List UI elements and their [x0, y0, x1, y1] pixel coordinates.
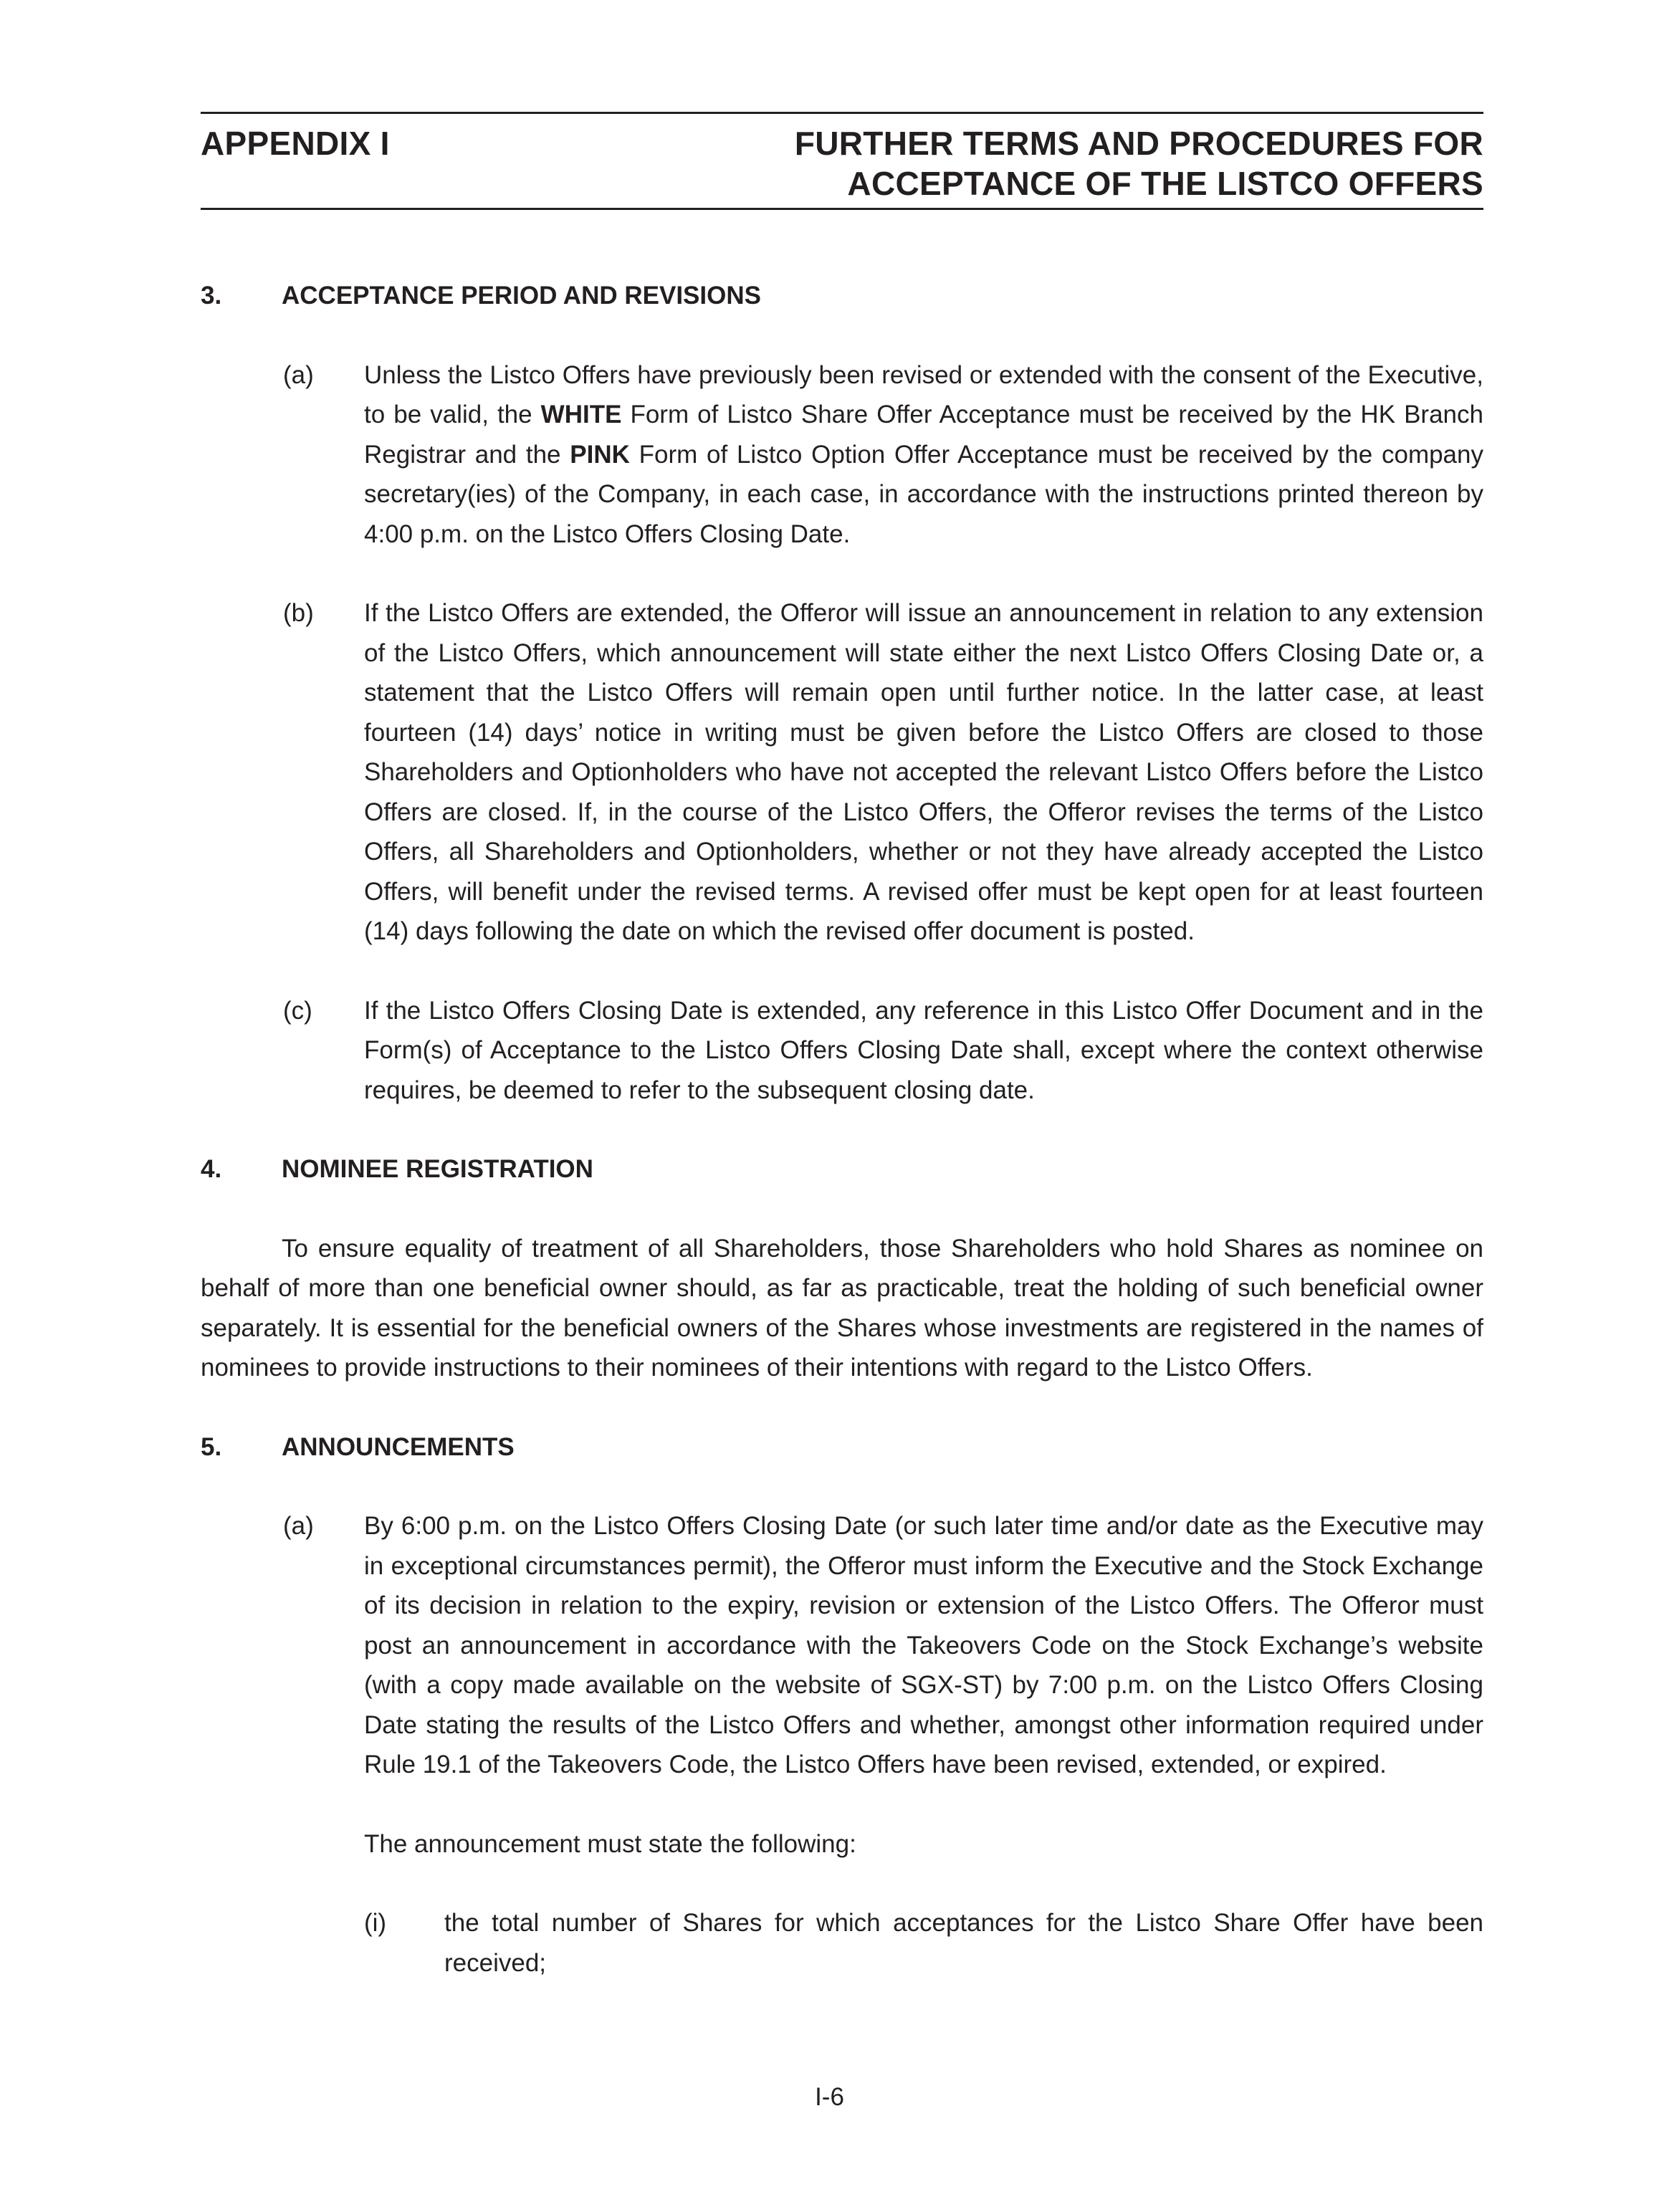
section-5-title: ANNOUNCEMENTS	[282, 1432, 515, 1461]
item-text-part: Form of Listco Share Offer Acceptance must be received by the HK Branch Registrar and the	[364, 401, 1483, 469]
item-text-part: Unless the Listco Offers have previously been revised or extended with the consent of the Executive, to be valid, the	[364, 360, 1483, 428]
appendix-title	[795, 123, 1483, 204]
subitem-row	[364, 1903, 1483, 1983]
section-3-item-b	[201, 593, 1483, 952]
section-4-title: NOMINEE REGISTRATION	[282, 1155, 593, 1183]
header-bottom-rule	[201, 208, 1483, 210]
item-text: If the Listco Offers are extended, the Offeror will issue an announcement in relation to any extension of the Listco Offers, which announcement will state either the next Listco Offers Closing Date or, a statement that the Listco Offers will remain open until further notice. In the latter case, at least fourteen (14) days’ notice in writing must be given before the Listco Offers are closed to those Shareholders and Optionholders who have not accepted the relevant Listco Offers before the Listco Offers are closed. If, in the course of the Listco Offers, the Offeror revises the terms of the Listco Offers, all Shareholders and Optionholders, whether or not they have already accepted the Listco Offers, will benefit under the revised terms. A revised offer must be kept open for at least fourteen (14) days following the date on which the revised offer document is posted.	[364, 599, 1483, 945]
pink-form-emphasis: PINK	[570, 440, 630, 469]
appendix-title-line-1: FURTHER TERMS AND PROCEDURES FOR	[794, 125, 1483, 162]
page-number: I-6	[815, 2083, 844, 2111]
subitem-label: (i)	[364, 1909, 387, 1937]
item-text: If the Listco Offers Closing Date is extended, any reference in this Listco Offer Document and in the Form(s) of Acceptance to the Listco Offers Closing Date shall, except where the context otherwise requires, be deemed to refer to the subsequent closing date.	[364, 996, 1483, 1104]
subitem-text: the total number of Shares for which acceptances for the Listco Share Offer have been received;	[444, 1909, 1483, 1977]
item-label: (c)	[283, 996, 312, 1025]
section-3-number: 3.	[201, 282, 222, 310]
section-3-title: ACCEPTANCE PERIOD AND REVISIONS	[282, 282, 761, 310]
document-body	[201, 276, 1483, 1983]
section-5-heading	[201, 1427, 1483, 1468]
section-4-heading	[201, 1149, 1483, 1189]
section-5-number: 5.	[201, 1432, 222, 1461]
item-label: (a)	[283, 1512, 314, 1540]
item-label: (a)	[283, 360, 314, 389]
section-3-item-c	[201, 991, 1483, 1111]
section-3-item-a	[201, 355, 1483, 555]
item-text: By 6:00 p.m. on the Listco Offers Closing Date (or such later time and/or date as the Executive may in exceptional circumstances permit), the Offeror must inform the Executive and the Stock Exchange of its decision in relation to the expiry, revision or extension of the Listco Offers. The Offeror must post an announcement in accordance with the Takeovers Code on the Stock Exchange’s website (with a copy made available on the website of SGX-ST) by 7:00 p.m. on the Listco Offers Closing Date stating the results of the Listco Offers and whether, amongst other information required under Rule 19.1 of the Takeovers Code, the Listco Offers have been revised, extended, or expired.	[364, 1512, 1483, 1778]
announcement-intro: The announcement must state the following:	[364, 1829, 856, 1858]
item-text-part: Form of Listco Option Offer Acceptance must be received by the company secretary(ies) of the Company, in each case, in accordance with the instructions printed thereon by 4:00 p.m. on the Listco Offers Closing Date.	[364, 440, 1483, 548]
section-5-subitem-i	[364, 1903, 1483, 1983]
item-label: (b)	[283, 599, 314, 627]
section-4-number: 4.	[201, 1155, 222, 1183]
section-3-heading	[201, 276, 1483, 316]
white-form-emphasis: WHITE	[540, 401, 622, 428]
header-top-rule	[201, 112, 1483, 114]
item-text	[364, 355, 1483, 555]
appendix-label: APPENDIX I	[201, 125, 390, 162]
section-5-item-a	[201, 1506, 1483, 1785]
appendix-title-line-2: ACCEPTANCE OF THE LISTCO OFFERS	[847, 165, 1483, 202]
section-4-paragraph: To ensure equality of treatment of all Shareholders, those Shareholders who hold Shares as nominee on behalf of more than one beneficial owner should, as far as practicable, treat the holding of such beneficial owner separately. It is essential for the beneficial owners of the Shares whose investments are registered in the names of nominees to provide instructions to their nominees of their intentions with regard to the Listco Offers.	[201, 1234, 1483, 1382]
